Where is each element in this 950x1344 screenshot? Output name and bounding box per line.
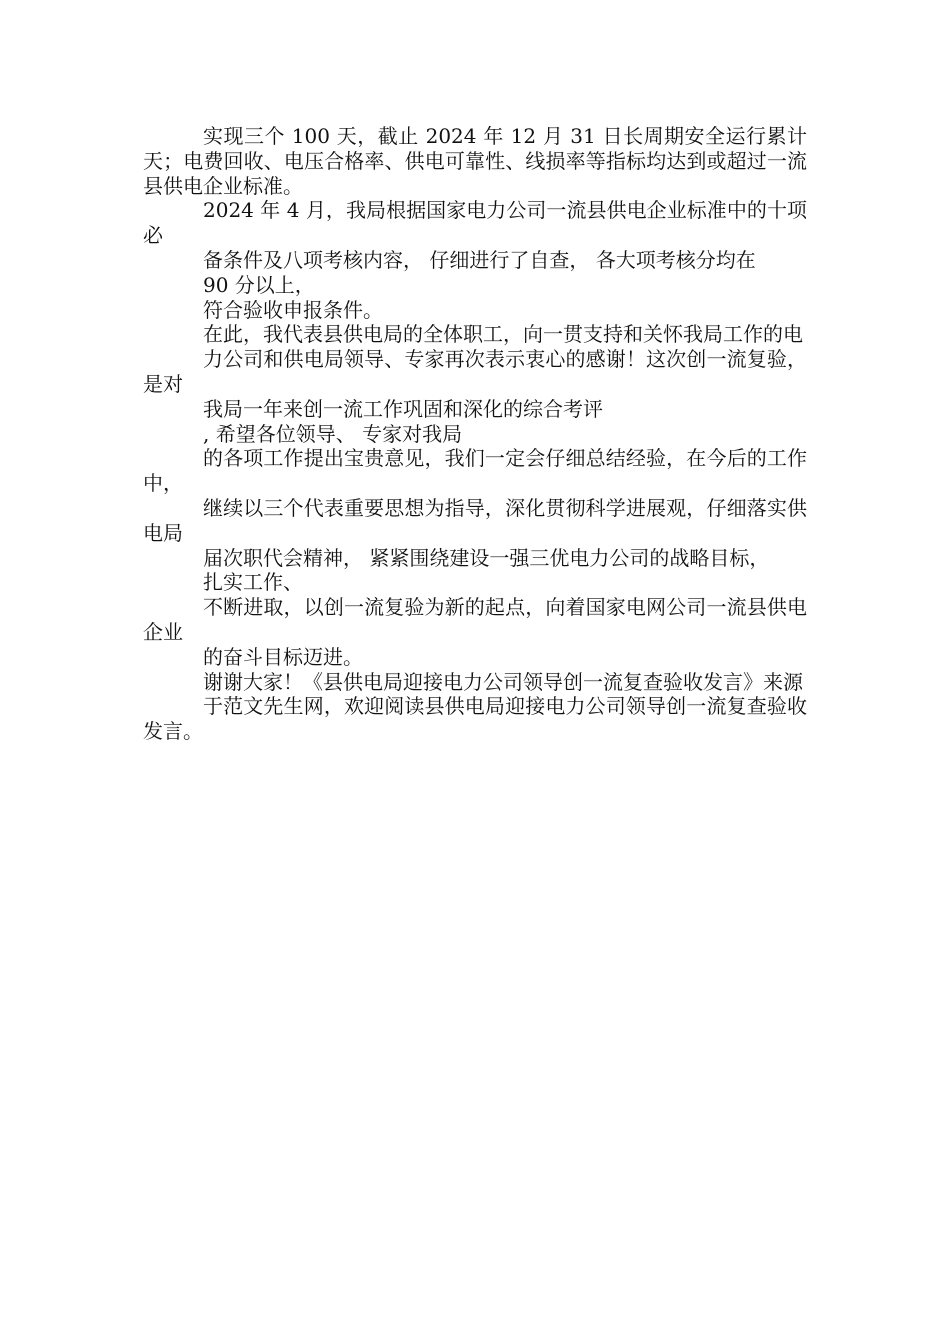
paragraph: 实现三个 100 天，截止 2024 年 12 月 31 日长周期安全运行累计天；电费回收、电压合格率、供电可靠性、线损率等指标均达到或超过一流县供电企业标准。 [143,124,807,198]
paragraph: 我局一年来创一流工作巩固和深化的综合考评 [203,396,603,421]
paragraph: 的各项工作提出宝贵意见，我们一定会仔细总结经验，在今后的工作中， [143,446,807,496]
paragraph: 90 分以上， [203,272,315,297]
document-body [143,124,807,744]
paragraph: 备条件及八项考核内容， 仔细进行了自查， 各大项考核分均在 [203,247,756,272]
paragraph: , 希望各位领导、 专家对我局 [203,421,463,446]
paragraph: 谢谢大家！《县供电局迎接电力公司领导创一流复查验收发言》来源 [203,669,803,694]
paragraph: 的奋斗目标迈进。 [203,644,363,669]
paragraph: 继续以三个代表重要思想为指导，深化贯彻科学进展观，仔细落实供电局 [143,495,807,545]
paragraph: 届次职代会精神， 紧紧围绕建设一强三优电力公司的战略目标， [203,545,770,570]
paragraph: 不断进取，以创一流复验为新的起点，向着国家电网公司一流县供电企业 [143,595,807,644]
paragraph: 符合验收申报条件。 [203,297,383,322]
paragraph: 于范文先生网，欢迎阅读县供电局迎接电力公司领导创一流复查验收发言。 [143,694,807,744]
paragraph: 在此，我代表县供电局的全体职工，向一贯支持和关怀我局工作的电 [203,322,803,347]
paragraph: 扎实工作、 [203,570,303,595]
paragraph: 2024 年 4 月，我局根据国家电力公司一流县供电企业标准中的十项必 [143,198,807,248]
paragraph: 力公司和供电局领导、专家再次表示衷心的感谢！这次创一流复验，是对 [143,347,807,396]
